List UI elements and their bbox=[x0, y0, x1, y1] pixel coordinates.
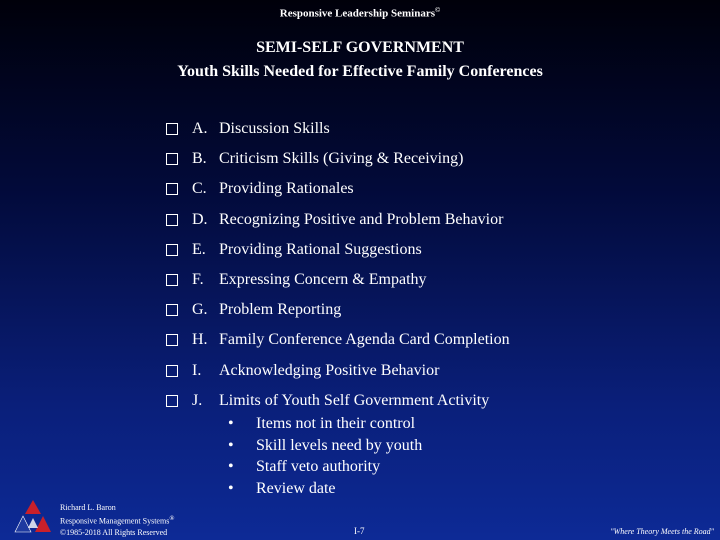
item-text: Expressing Concern & Empathy bbox=[219, 270, 427, 288]
sub-item-text: Review date bbox=[256, 479, 336, 497]
seminar-brand: Responsive Leadership Seminars bbox=[279, 7, 435, 20]
item-text: Providing Rational Suggestions bbox=[219, 240, 422, 258]
sub-item-text: Staff veto authority bbox=[256, 458, 381, 475]
list-item bbox=[166, 360, 510, 390]
company-line bbox=[60, 513, 174, 527]
list-item bbox=[166, 148, 510, 178]
list-item bbox=[166, 299, 510, 329]
list-item bbox=[166, 209, 510, 239]
checkbox-icon bbox=[166, 214, 178, 226]
list-item bbox=[166, 269, 510, 299]
seminar-header bbox=[0, 6, 720, 20]
list-item bbox=[166, 239, 510, 269]
item-text: Discussion Skills bbox=[219, 120, 330, 137]
bullet-icon: • bbox=[228, 436, 234, 454]
item-letter: D. bbox=[192, 210, 208, 228]
list-item bbox=[166, 329, 510, 359]
sub-item-text: Items not in their control bbox=[256, 415, 416, 432]
page-number: I-7 bbox=[354, 526, 365, 536]
logo-left-triangle bbox=[15, 516, 31, 532]
checkbox-icon bbox=[166, 334, 178, 346]
title-line-2: Youth Skills Needed for Effective Family Conferences bbox=[177, 63, 543, 80]
footer-credit bbox=[60, 502, 174, 538]
item-letter: G. bbox=[192, 301, 208, 319]
logo-right-triangle bbox=[35, 516, 51, 532]
title-line-1: SEMI-SELF GOVERNMENT bbox=[256, 39, 464, 56]
item-letter: E. bbox=[192, 240, 206, 258]
item-letter: B. bbox=[192, 150, 207, 168]
checkbox-icon bbox=[166, 153, 178, 165]
item-text: Limits of Youth Self Government Activity bbox=[219, 391, 490, 409]
item-text: Recognizing Positive and Problem Behavior bbox=[219, 210, 504, 228]
checkbox-icon bbox=[166, 183, 178, 195]
item-text: Criticism Skills (Giving & Receiving) bbox=[219, 150, 464, 168]
limits-sub-list bbox=[228, 413, 422, 499]
list-item bbox=[166, 118, 510, 148]
company-name: Responsive Management Systems bbox=[60, 516, 170, 526]
checkbox-icon bbox=[166, 304, 178, 316]
checkbox-icon bbox=[166, 244, 178, 256]
checkbox-icon bbox=[166, 395, 178, 407]
skills-list bbox=[166, 118, 510, 420]
item-text: Acknowledging Positive Behavior bbox=[219, 361, 440, 379]
item-letter: F. bbox=[192, 270, 204, 288]
copyright-line: ©1985-2018 All Rights Reserved bbox=[60, 527, 168, 537]
registered-mark: ® bbox=[169, 515, 175, 522]
item-letter: C. bbox=[192, 180, 207, 198]
item-text: Problem Reporting bbox=[219, 301, 342, 319]
list-item bbox=[166, 178, 510, 208]
sub-list-item bbox=[228, 478, 422, 500]
bullet-icon: • bbox=[228, 415, 234, 432]
sub-list-item bbox=[228, 413, 422, 435]
company-logo-icon bbox=[8, 498, 58, 538]
sub-list-item bbox=[228, 435, 422, 457]
item-letter: I. bbox=[192, 361, 202, 379]
item-text: Family Conference Agenda Card Completion bbox=[219, 331, 510, 349]
sub-item-text: Skill levels need by youth bbox=[256, 436, 423, 454]
footer-tagline: "Where Theory Meets the Road" bbox=[610, 527, 714, 536]
checkbox-icon bbox=[166, 274, 178, 286]
item-letter: J. bbox=[192, 391, 203, 409]
copyright-mark: © bbox=[435, 6, 441, 14]
logo-top-triangle bbox=[25, 500, 41, 514]
bullet-icon: • bbox=[228, 479, 234, 497]
author-name: Richard L. Baron bbox=[60, 503, 116, 512]
logo-center-triangle bbox=[28, 518, 38, 528]
item-text: Providing Rationales bbox=[219, 180, 354, 198]
item-letter: A. bbox=[192, 120, 208, 137]
slide-title bbox=[0, 36, 720, 84]
checkbox-icon bbox=[166, 123, 178, 135]
sub-list-item bbox=[228, 456, 422, 478]
bullet-icon: • bbox=[228, 458, 234, 475]
item-letter: H. bbox=[192, 331, 208, 349]
checkbox-icon bbox=[166, 365, 178, 377]
